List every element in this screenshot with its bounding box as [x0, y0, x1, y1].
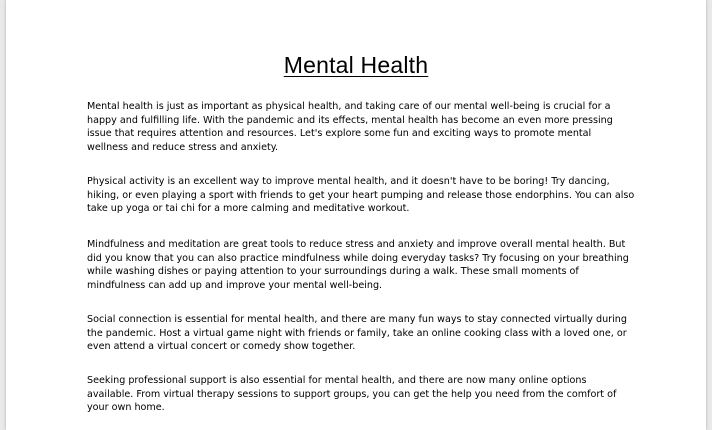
document-title: Mental Health [283, 52, 429, 78]
paragraph-physical-activity: Physical activity is an excellent way to improve mental health, and it doesn't have to be boring! Try dancing, hiking, or even playing a sport with friends to get your heart pumping and release those endorphins. You can also take up yoga or tai chi for a more calming and meditative workout. [87, 176, 635, 214]
paragraph-social-connection: Social connection is essential for mental health, and there are many fun ways to stay connected virtually during the pandemic. Host a virtual game night with friends or family, take an online cooking class with a loved one, or even attend a virtual concert or comedy show together. [87, 314, 627, 352]
paragraph-intro: Mental health is just as important as physical health, and taking care of our mental well-being is crucial for a happy and fulfilling life. With the pandemic and its effects, mental health has become an even more pressing issue that requires attention and resources. Let's explore some fun and exciting ways to promote mental wellness and reduce stress and anxiety. [87, 101, 613, 153]
paragraph-mindfulness: Mindfulness and meditation are great tools to reduce stress and anxiety and improve overall mental health. But did you know that you can also practice mindfulness while doing everyday tasks? Try focusing on your breathing while washing dishes or paying attention to your surroundings during a walk. These small moments of mindfulness can add up and improve your mental well-being. [87, 239, 629, 291]
document-page [6, 0, 706, 430]
paragraph-professional-support: Seeking professional support is also essential for mental health, and there are now many online options available. From virtual therapy sessions to support groups, you can get the help you need from the comfort of your own home. [87, 375, 617, 413]
